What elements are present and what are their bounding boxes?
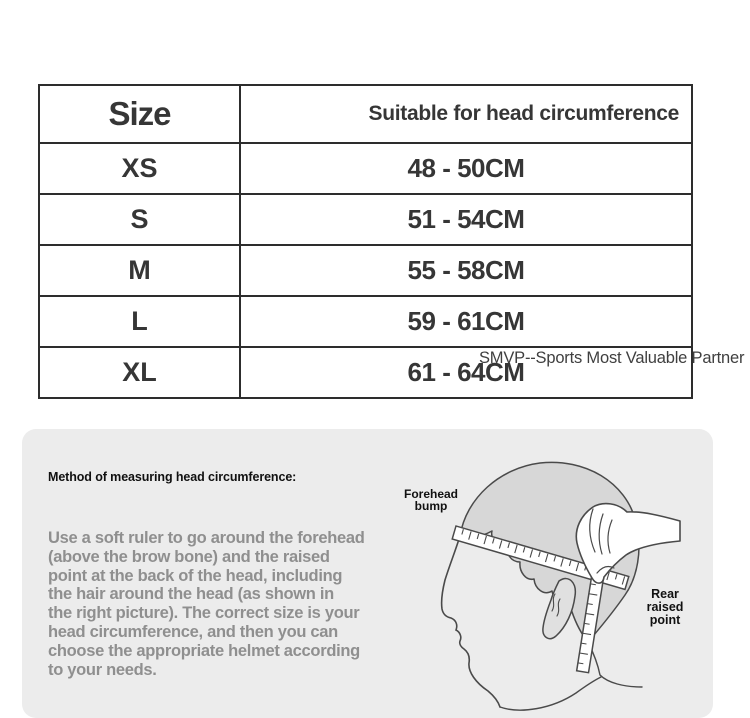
column-header-size: Size (39, 85, 240, 143)
size-label: M (39, 245, 240, 296)
column-header-circumference: Suitable for head circumference (240, 85, 692, 143)
circumference-value: 55 - 58CM (240, 245, 692, 296)
table-row (39, 194, 692, 245)
circumference-value: 61 - 64CM (240, 347, 692, 398)
measuring-method-heading: Method of measuring head circumference: (48, 470, 297, 484)
measuring-instructions-panel (22, 429, 713, 718)
table-row (39, 296, 692, 347)
table-row (39, 143, 692, 194)
brand-watermark: SMVP--Sports Most Valuable Partner (479, 349, 745, 367)
head-measurement-illustration (430, 440, 715, 718)
circumference-value: 48 - 50CM (240, 143, 692, 194)
face-profile-line (442, 536, 500, 707)
chest-line (500, 677, 601, 710)
size-label: S (39, 194, 240, 245)
table-row (39, 245, 692, 296)
size-chart-header-row (39, 85, 692, 143)
circumference-value: 59 - 61CM (240, 296, 692, 347)
forehead-bump-label: Forehead bump (403, 487, 458, 513)
size-label: L (39, 296, 240, 347)
rear-raised-point-label: Rear raised point (646, 587, 684, 627)
circumference-value: 51 - 54CM (240, 194, 692, 245)
size-label: XS (39, 143, 240, 194)
head-measurement-drawing (430, 440, 715, 718)
size-label: XL (39, 347, 240, 398)
measuring-method-text: Use a soft ruler to go around the forehead (above the brow bone) and the raised point at the back of the head, including the hair around the head (as shown in the right picture). The correct size is your head circumference, and then you can choose the appropriate helmet according to your needs. (48, 529, 365, 679)
